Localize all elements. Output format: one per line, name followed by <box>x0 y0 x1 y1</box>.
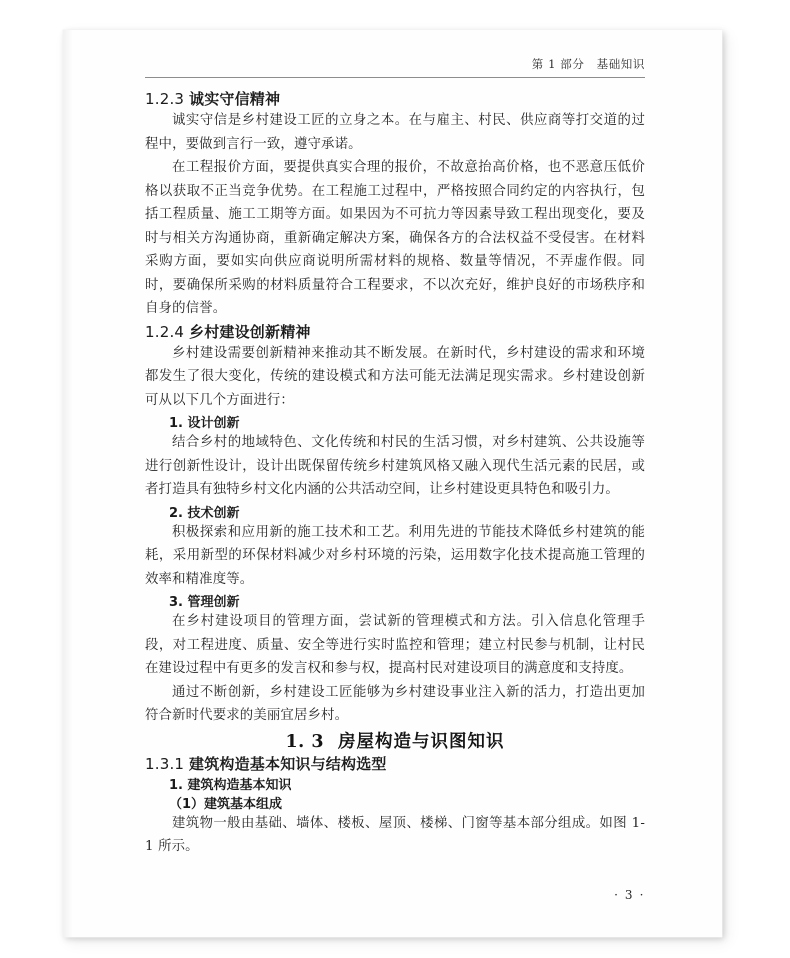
subheading-design-innovation: 1. 设计创新 <box>169 416 240 431</box>
heading-1-3-1 <box>145 753 645 774</box>
heading-1-2-3-title: 诚实守信精神 <box>189 90 281 108</box>
heading-1-2-3-number: 1.2.3 <box>145 90 185 108</box>
paragraph-1-2-3-2: 在工程报价方面，要提供真实合理的报价，不故意抬高价格，也不恶意压低价格以获取不正当竞争优势。在工程施工过程中，严格按照合同约定的内容执行，包括工程质量、施工工期等方面。如果因为不可抗力等因素导致工程出现变化，要及时与相关方沟通协商，重新确定解决方案，确保各方的合法权益不受侵害。在材料采购方面，要如实向供应商说明所需材料的规格、数量等情况，不弄虚作假。同时，要确保所采购的材料质量符合工程要求，不以次充好，维护良好的市场秩序和自身的信誉。 <box>145 160 645 316</box>
paragraph-design-innovation: 结合乡村的地域特色、文化传统和村民的生活习惯，对乡村建筑、公共设施等进行创新性设计，设计出既保留传统乡村建筑风格又融入现代生活元素的民居，或者打造具有独特乡村文化内涵的公共活动空间，让乡村建设更具特色和吸引力。 <box>145 435 645 497</box>
heading-1-2-4 <box>145 321 645 342</box>
paragraph-technical-innovation: 积极探索和应用新的施工技术和工艺。利用先进的节能技术降低乡村建筑的能耗，采用新型的环保材料减少对乡村环境的污染，运用数字化技术提高施工管理的效率和精准度等。 <box>145 524 645 587</box>
heading-1-3-1-title: 建筑构造基本知识与结构选型 <box>189 754 387 773</box>
paragraph-1-2-4-intro: 乡村建设需要创新精神来推动其不断发展。在新时代，乡村建设的需求和环境都发生了很大变化，传统的建设模式和方法可能无法满足现实需求。乡村建设创新可从以下几个方面进行： <box>145 345 645 408</box>
paragraph-1-3-1-body: 建筑物一般由基础、墙体、楼板、屋顶、楼梯、门窗等基本部分组成。如图 1-1 所示。 <box>145 815 645 854</box>
heading-1-3-1-number: 1.3.1 <box>145 754 185 773</box>
running-head: 第 1 部分 基础知识 <box>531 57 645 71</box>
paragraph-1-2-3-1: 诚实守信是乡村建设工匠的立身之本。在与雇主、村民、供应商等打交道的过程中，要做到言行一致，遵守承诺。 <box>145 113 645 152</box>
heading-1-2-3 <box>145 88 645 109</box>
paragraph-1-2-4-closing: 通过不断创新，乡村建设工匠能够为乡村建设事业注入新的活力，打造出更加符合新时代要求的美丽宜居乡村。 <box>145 684 645 723</box>
page-sheet <box>63 30 722 937</box>
subheading-building-composition: （1）建筑基本组成 <box>169 796 283 812</box>
paragraph-management-innovation: 在乡村建设项目的管理方面，尝试新的管理模式和方法。引入信息化管理手段，对工程进度、质量、安全等进行实时监控和管理；建立村民参与机制，让村民在建设过程中有更多的发言权和参与权，提高村民对建设项目的满意度和支持度。 <box>145 614 645 676</box>
heading-1-3 <box>145 728 645 753</box>
heading-1-3-title: 房屋构造与识图知识 <box>338 731 505 752</box>
subheading-construction-basics: 1. 建筑构造基本知识 <box>169 777 292 793</box>
header-rule <box>145 77 645 78</box>
heading-1-2-4-number: 1.2.4 <box>145 322 185 341</box>
text-column <box>145 88 645 859</box>
heading-1-3-number: 1. 3 <box>285 731 325 752</box>
subheading-technical-innovation: 2. 技术创新 <box>169 505 240 521</box>
page-number: · 3 · <box>614 888 645 902</box>
subheading-management-innovation: 3. 管理创新 <box>169 595 240 610</box>
heading-1-2-4-title: 乡村建设创新精神 <box>189 322 311 341</box>
